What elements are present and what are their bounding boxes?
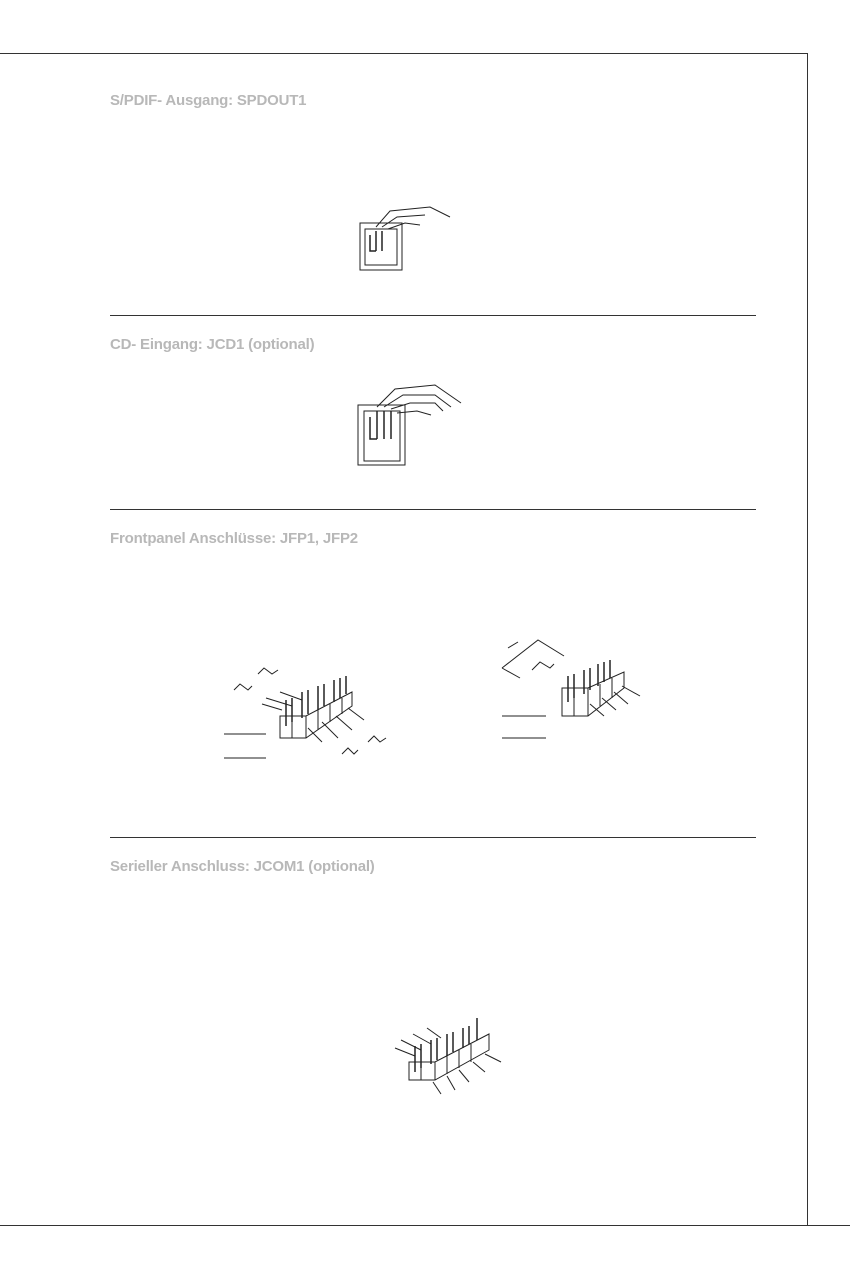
spdout1-connector-diagram (355, 195, 455, 275)
page-frame-top (0, 53, 808, 54)
section-title-jcom1: Serieller Anschluss: JCOM1 (optional) (110, 858, 375, 875)
jcd1-connector-diagram (355, 385, 465, 470)
section-divider (110, 509, 756, 510)
section-title-jcd1: CD- Eingang: JCD1 (optional) (110, 336, 315, 353)
section-title-jfp1-jfp2: Frontpanel Anschlüsse: JFP1, JFP2 (110, 530, 358, 547)
page-frame-right (807, 53, 808, 1225)
section-divider (110, 315, 756, 316)
page-frame-bottom (0, 1225, 850, 1226)
section-title-spdout1: S/PDIF- Ausgang: SPDOUT1 (110, 92, 307, 109)
jfp1-connector-diagram (222, 660, 402, 770)
jfp2-connector-diagram (498, 632, 648, 747)
section-divider (110, 837, 756, 838)
jcom1-connector-diagram (393, 1010, 508, 1100)
